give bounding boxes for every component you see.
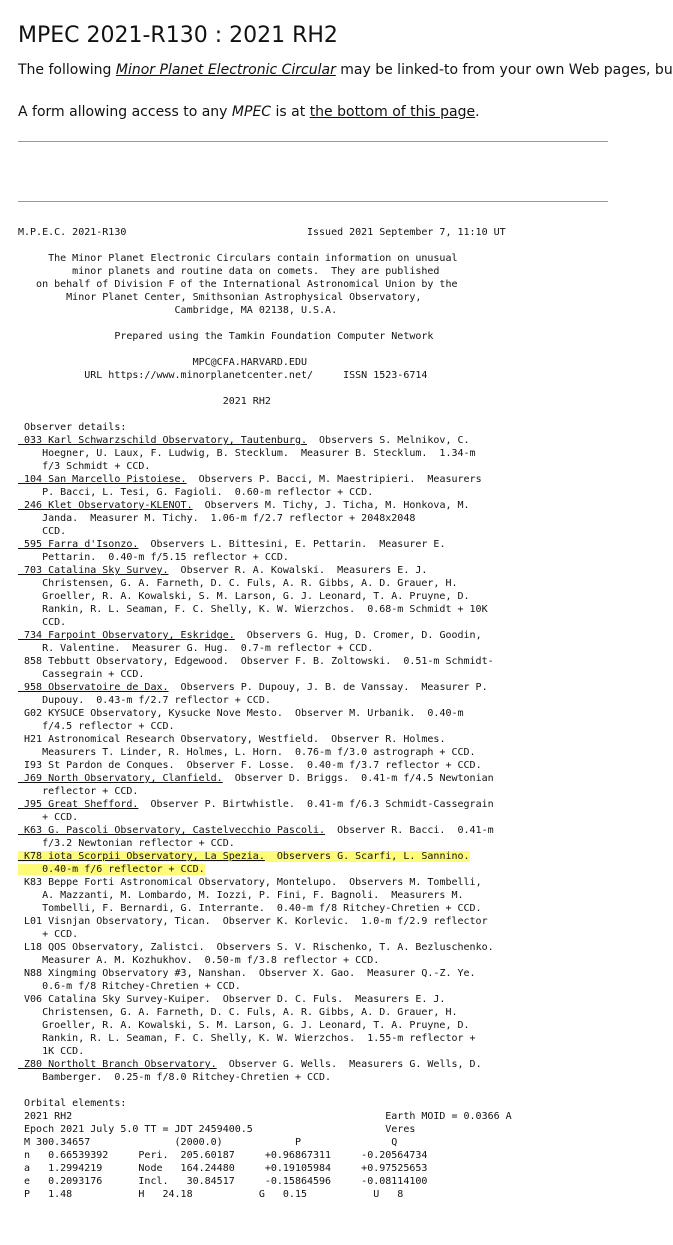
mpec-definition-link[interactable]: Minor Planet Electronic Circular [115,62,336,78]
observatory-n88: N88 Xingming Observatory #3, Nanshan. [18,968,247,979]
divider-top [18,141,608,142]
observer-entry-v06: V06 Catalina Sky Survey-Kuiper. Observer D. C. Fuls. Measurers E. J. Christensen, G. A. Farneth, D. C. Fuls, A. R. Gibbs, A. D. Grauer, H. Groeller, R. A. Kowalski, S. M. Larson, G. J. Leonard, T. A. Pruyne, D. Rankin, R. L. Seaman, F. C. Shelly, K. W. Wierzchos. 1.55-m reflector + 1K CCD. [18,994,476,1057]
observatory-858: 858 Tebbutt Observatory, Edgewood. [18,656,229,667]
observatory-k78-link[interactable]: K78 iota Scorpii Observatory, La Spezia. [18,851,265,862]
observer-entry-033: 033 Karl Schwarzschild Observatory, Tautenburg. Observers S. Melnikov, C. Hoegner, U. Laux, F. Ludwig, B. Stecklum. Measurer B. Stecklum. 1.34-m f/3 Schmidt + CCD. [18,435,476,472]
circular-text: M.P.E.C. 2021-R130 Issued 2021 September 7, 11:10 UT The Minor Planet Electronic Circulars contain information on unusual minor planets and routine data on comets. They are published on behalf of Division F of the International Astronomical Union by the Minor Planet Center, Smithsonian Astrophysical Observatory, Cambridge, MA 02138, U.S.A. Prepared using the Tamkin Foundation Computer Network MPC@CFA.HARVARD.EDU URL https://www.minorplanetcenter.net/ ISSN 1523-6714 2021 RH2 Observer details: 033 Karl Schwarzschild Observatory, Tautenburg. Observers S. Melnikov, C. Hoegner, U. Laux, F. Ludwig, B. Stecklum. Measurer B. Stecklum. 1.34-m f/3 Schmidt + CCD. 104 San Marcello Pistoiese. Observers P. Bacci, M. Maestripieri. Measurers P. Bacci, L. Tesi, G. Fagioli. 0.60-m reflector + CCD. 246 Klet Observatory-KLENOT. Observers M. Tichy, J. Ticha, M. Honkova, M. Janda. Measurer M. Tichy. 1.06-m f/2.7 reflector + 2048x2048 CCD. 595 Farra d'Isonzo. Observers L. Bittesini, E. Pettarin. Measurer E. Pettarin. 0.40-m f/5.15 reflector + CCD. 703 Catalina Sky Survey. Observer R. A. Kowalski. Measurers E. J. Christensen, G. A. Farneth, D. C. Fuls, A. R. Gibbs, A. D. Grauer, H. Groeller, R. A. Kowalski, S. M. Larson, G. J. Leonard, T. A. Pruyne, D. Rankin, R. L. Seaman, F. C. Shelly, K. W. Wierzchos. 0.68-m Schmidt + 10K CCD. 734 Farpoint Observatory, Eskridge. Observers G. Hug, D. Cromer, D. Goodin, R. Valentine. Measurer G. Hug. 0.7-m reflector + CCD. 858 Tebbutt Observatory, Edgewood. Observer F. B. Zoltowski. 0.51-m Schmidt- Cassegrain + CCD. 958 Observatoire de Dax. Observers P. Dupouy, J. B. de Vanssay. Measurer P. Dupouy. 0.43-m f/2.7 reflector + CCD. G02 KYSUCE Observatory, Kysucke Nove Mesto. Observer M. Urbanik. 0.40-m f/4.5 reflector + CCD. H21 Astronomical Research Observatory, Westfield. Observer R. Holmes. Measurers T. Linder, R. Holmes, L. Horn. 0.76-m f/3.0 astrograph + CCD. I93 St Pardon de Conques. Observer F. Losse. 0.40-m f/3.7 reflector + CCD. J69 North Observatory, Clanfield. Observer D. Briggs. 0.41-m f/4.5 Newtonian reflector + CCD. J95 Great Shefford. Observer P. Birtwhistle. 0.41-m f/6.3 Schmidt-Cassegrain + CCD. K63 G. Pascoli Observatory, Castelvecchio Pascoli. Observer R. Bacci. 0.41-m f/3.2 Newtonian reflector + CCD. K78 iota Scorpii Observatory, La Spezia. Observers G. Scarfi, L. Sannino. 0.40-m f/6 reflector + CCD. K83 Beppe Forti Astronomical Observatory, Montelupo. Observers M. Tombelli, A. Mazzanti, M. Lombardo, M. Iozzi, P. Fini, F. Bagnoli. Measurers M. Tombelli, F. Bernardi, G. Interrante. 0.40-m f/8 Ritchey-Chretien + CCD. L01 Visnjan Observatory, Tican. Observer K. Korlevic. 1.0-m f/2.9 reflector + CCD. L18 QOS Observatory, Zalistci. Observers S. V. Rischenko, T. A. Bezluschenko. Measurer A. M. Kozhukhov. 0.50-m f/3.8 reflector + CCD. N88 Xingming Observatory #3, Nanshan. Observer X. Gao. Measurer Q.-Z. Ye. 0.6-m f/8 Ritchey-Chretien + CCD. V06 Catalina Sky Survey-Kuiper. Observer D. C. Fuls. Measurers E. J. Christensen, G. A. Farneth, D. C. Fuls, A. R. Gibbs, A. D. Grauer, H. Groeller, R. A. Kowalski, S. M. Larson, G. J. Leonard, T. A. Pruyne, D. Rankin, R. L. Seaman, F. C. Shelly, K. W. Wierzchos. 1.55-m reflector + 1K CCD. Z80 Northolt Branch Observatory. Observer G. Wells. Measurers G. Wells, D. Bamberger. 0.25-m f/8.0 Ritchey-Chretien + CCD. Orbital elements: 2021 RH2 Earth MOID = 0.0366 A Epoch 2021 July 5.0 TT = JDT 2459400.5 Veres M 300.34657 (2000.0) P Q n 0.66539392 Peri. 205.60187 +0.96867311 -0.20564734 a 1.2994219 Node 164.24480 +0.19105984 +0.97525653 e 0.2093176 Incl. 30.84517 -0.15864596 -0.08114100 P 1.48 H 24.18 G 0.15 U 8 [18,227,512,1200]
observer-entry-703: 703 Catalina Sky Survey. Observer R. A. Kowalski. Measurers E. J. Christensen, G. A. Farneth, D. C. Fuls, A. R. Gibbs, A. D. Grauer, H. Groeller, R. A. Kowalski, S. M. Larson, G. J. Leonard, T. A. Pruyne, D. Rankin, R. L. Seaman, F. C. Shelly, K. W. Wierzchos. 0.68-m Schmidt + 10K CCD. [18,565,488,628]
observatory-l01: L01 Visnjan Observatory, Tican. [18,916,211,927]
observatory-j69-link[interactable]: J69 North Observatory, Clanfield. [18,773,223,784]
page-title: MPEC 2021-R130 : 2021 RH2 [18,23,338,48]
observatory-958-link[interactable]: 958 Observatoire de Dax. [18,682,169,693]
observer-entry-k63: K63 G. Pascoli Observatory, Castelvecchio Pascoli. Observer R. Bacci. 0.41-m f/3.2 Newtonian reflector + CCD. [18,825,494,849]
form-paragraph [18,104,480,120]
observatory-k63-link[interactable]: K63 G. Pascoli Observatory, Castelvecchio Pascoli. [18,825,326,836]
observatory-k83: K83 Beppe Forti Astronomical Observatory, Montelupo. [18,877,338,888]
observer-entry-k78: K78 iota Scorpii Observatory, La Spezia. Observers G. Scarfi, L. Sannino. 0.40-m f/6 reflector + CCD. [18,851,470,875]
observatory-j95-link[interactable]: J95 Great Shefford. [18,799,139,810]
divider-bottom [18,201,608,202]
observer-entry-595: 595 Farra d'Isonzo. Observers L. Bittesini, E. Pettarin. Measurer E. Pettarin. 0.40-m f/5.15 reflector + CCD. [18,539,446,563]
observatory-v06: V06 Catalina Sky Survey-Kuiper. [18,994,211,1005]
observer-entry-g02: G02 KYSUCE Observatory, Kysucke Nove Mesto. Observer M. Urbanik. 0.40-m f/4.5 reflector + CCD. [18,708,464,732]
bottom-of-page-link[interactable]: the bottom of this page [309,104,476,120]
observatory-104-link[interactable]: 104 San Marcello Pistoiese. [18,474,187,485]
observer-entry-l01: L01 Visnjan Observatory, Tican. Observer K. Korlevic. 1.0-m f/2.9 reflector + CCD. [18,916,488,940]
observer-entry-j95: J95 Great Shefford. Observer P. Birtwhistle. 0.41-m f/6.3 Schmidt-Cassegrain + CCD. [18,799,494,823]
observatory-l18: L18 QOS Observatory, Zalistci. [18,942,205,953]
observatory-z80-link[interactable]: Z80 Northolt Branch Observatory. [18,1059,217,1070]
observer-entry-j69: J69 North Observatory, Clanfield. Observer D. Briggs. 0.41-m f/4.5 Newtonian reflector + CCD. [18,773,494,797]
observer-entry-104: 104 San Marcello Pistoiese. Observers P. Bacci, M. Maestripieri. Measurers P. Bacci, L. Tesi, G. Fagioli. 0.60-m reflector + CCD. [18,474,482,498]
observatory-703-link[interactable]: 703 Catalina Sky Survey. [18,565,169,576]
observatory-g02: G02 KYSUCE Observatory, Kysucke Nove Mesto. [18,708,283,719]
form-text-mpec: MPEC [231,104,272,120]
observer-entry-l18: L18 QOS Observatory, Zalistci. Observers S. V. Rischenko, T. A. Bezluschenko. Measurer A. M. Kozhukhov. 0.50-m f/3.8 reflector + CCD. [18,942,494,966]
intro-text-pre: The following [18,62,116,78]
form-text-mid: is at [271,104,310,120]
observer-entry-858: 858 Tebbutt Observatory, Edgewood. Observer F. B. Zoltowski. 0.51-m Schmidt- Cassegrain + CCD. [18,656,494,680]
form-text-pre: A form allowing access to any [18,104,232,120]
intro-text-post: may be linked-to from your own Web pages, bu [335,62,673,78]
observatory-h21: H21 Astronomical Research Observatory, Westfield. [18,734,320,745]
observatory-246-link[interactable]: 246 Klet Observatory-KLENOT. [18,500,193,511]
form-text-post: . [475,104,480,120]
observatory-i93: I93 St Pardon de Conques. [18,760,175,771]
observer-entry-k83: K83 Beppe Forti Astronomical Observatory, Montelupo. Observers M. Tombelli, A. Mazzanti, M. Lombardo, M. Iozzi, P. Fini, F. Bagnoli. Measurers M. Tombelli, F. Bernardi, G. Interrante. 0.40-m f/8 Ritchey-Chretien + CCD. [18,877,482,914]
observatory-033-link[interactable]: 033 Karl Schwarzschild Observatory, Tautenburg. [18,435,307,446]
observer-entry-246: 246 Klet Observatory-KLENOT. Observers M. Tichy, J. Ticha, M. Honkova, M. Janda. Measurer M. Tichy. 1.06-m f/2.7 reflector + 2048x2048 CCD. [18,500,470,537]
intro-paragraph [18,62,673,78]
observer-entry-734: 734 Farpoint Observatory, Eskridge. Observers G. Hug, D. Cromer, D. Goodin, R. Valentine. Measurer G. Hug. 0.7-m reflector + CCD. [18,630,482,654]
observatory-734-link[interactable]: 734 Farpoint Observatory, Eskridge. [18,630,235,641]
observer-entry-958: 958 Observatoire de Dax. Observers P. Dupouy, J. B. de Vanssay. Measurer P. Dupouy. 0.43-m f/2.7 reflector + CCD. [18,682,488,706]
observer-entry-h21: H21 Astronomical Research Observatory, Westfield. Observer R. Holmes. Measurers T. Linder, R. Holmes, L. Horn. 0.76-m f/3.0 astrograph + CCD. [18,734,476,758]
observatory-595-link[interactable]: 595 Farra d'Isonzo. [18,539,139,550]
observer-entry-i93: I93 St Pardon de Conques. Observer F. Losse. 0.40-m f/3.7 reflector + CCD. [18,760,482,771]
observer-entry-z80: Z80 Northolt Branch Observatory. Observer G. Wells. Measurers G. Wells, D. Bamberger. 0.25-m f/8.0 Ritchey-Chretien + CCD. [18,1059,482,1083]
observer-entry-n88: N88 Xingming Observatory #3, Nanshan. Observer X. Gao. Measurer Q.-Z. Ye. 0.6-m f/8 Ritchey-Chretien + CCD. [18,968,476,992]
